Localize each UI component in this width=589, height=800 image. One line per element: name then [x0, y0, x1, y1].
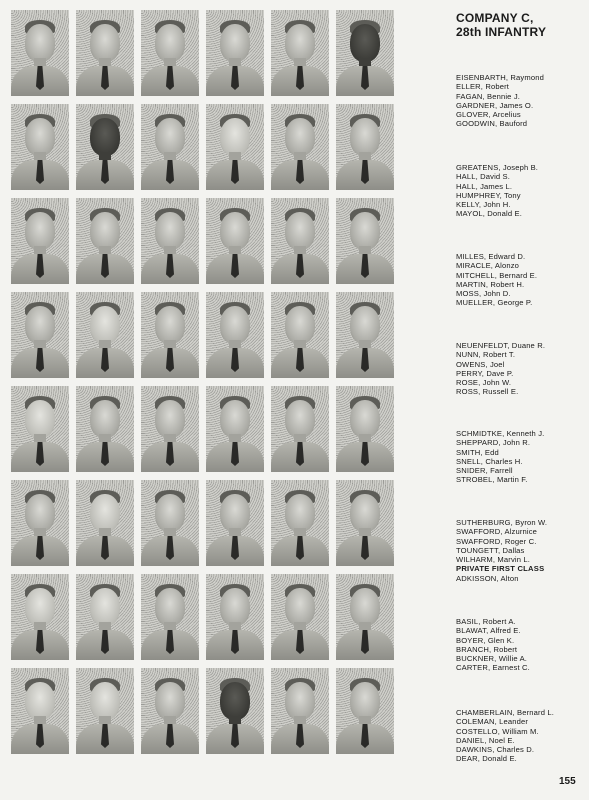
- soldier-portrait: [11, 292, 69, 378]
- portrait-head: [25, 400, 55, 438]
- name-entry: SWAFFORD, Roger C.: [456, 536, 537, 546]
- name-entry: HALL, James L.: [456, 181, 513, 191]
- portrait-head: [350, 400, 380, 438]
- name-entry: SMITH, Edd: [456, 447, 499, 457]
- name-entry: MITCHELL, Bernard E.: [456, 270, 538, 280]
- soldier-portrait: [76, 386, 134, 472]
- soldier-portrait: [141, 10, 199, 96]
- soldier-portrait: [336, 386, 394, 472]
- name-entry: SNELL, Charles H.: [456, 456, 523, 466]
- name-entry: CHAMBERLAIN, Bernard L.: [456, 708, 554, 717]
- portrait-head: [155, 24, 185, 62]
- soldier-portrait: [206, 292, 264, 378]
- portrait-head: [220, 118, 250, 156]
- name-entry: GOODWIN, Bauford: [456, 119, 528, 129]
- name-entry: OWENS, Joel: [456, 359, 505, 369]
- name-group-8: [456, 708, 588, 764]
- name-entry: SUTHERBURG, Byron W.: [456, 518, 548, 527]
- portrait-head: [90, 24, 120, 62]
- name-entry: COLEMAN, Leander: [456, 717, 529, 727]
- name-entry: WILHARM, Marvin L.: [456, 555, 531, 565]
- name-entry: DEAR, Donald E.: [456, 754, 517, 764]
- soldier-portrait: [76, 292, 134, 378]
- portrait-head: [25, 24, 55, 62]
- portrait-head: [350, 24, 380, 62]
- soldier-portrait: [271, 668, 329, 754]
- company-heading-line2: 28th INFANTRY: [456, 25, 547, 39]
- soldier-portrait: [141, 104, 199, 190]
- soldier-portrait: [76, 10, 134, 96]
- name-entry: ROSE, John W.: [456, 378, 512, 388]
- portrait-head: [350, 212, 380, 250]
- portrait-head: [155, 494, 185, 532]
- portrait-head: [220, 682, 250, 720]
- portrait-head: [90, 588, 120, 626]
- soldier-portrait: [271, 198, 329, 284]
- name-entry: MILLES, Edward D.: [456, 252, 526, 261]
- name-entry: SCHMIDTKE, Kenneth J.: [456, 429, 545, 438]
- name-entry: ADKISSON, Alton: [456, 573, 519, 583]
- company-heading-line1: COMPANY C,: [456, 11, 534, 25]
- name-entry: STROBEL, Martin F.: [456, 475, 528, 485]
- name-entry: SNIDER, Farrell: [456, 466, 513, 476]
- portrait-head: [25, 118, 55, 156]
- soldier-portrait: [336, 10, 394, 96]
- portrait-head: [25, 306, 55, 344]
- portrait-head: [90, 306, 120, 344]
- portrait-head: [285, 118, 315, 156]
- name-entry: ELLER, Robert: [456, 82, 510, 92]
- name-entry: BLAWAT, Alfred E.: [456, 626, 521, 636]
- portrait-head: [285, 212, 315, 250]
- name-entry: BASIL, Robert A.: [456, 617, 516, 626]
- name-entry: GARDNER, James O.: [456, 100, 534, 110]
- soldier-portrait: [141, 574, 199, 660]
- soldier-portrait: [76, 668, 134, 754]
- soldier-portrait: [76, 480, 134, 566]
- soldier-portrait: [336, 292, 394, 378]
- name-entry: BOYER, Glen K.: [456, 635, 515, 645]
- soldier-portrait: [76, 104, 134, 190]
- portrait-head: [350, 588, 380, 626]
- soldier-portrait: [206, 386, 264, 472]
- portrait-head: [285, 306, 315, 344]
- soldier-portrait: [336, 480, 394, 566]
- portrait-head: [25, 588, 55, 626]
- name-entry: DANIEL, Noel E.: [456, 735, 515, 745]
- portrait-head: [90, 682, 120, 720]
- name-entry: SWAFFORD, Alzurnice: [456, 527, 538, 537]
- portrait-head: [220, 306, 250, 344]
- soldier-portrait: [141, 292, 199, 378]
- portrait-head: [155, 682, 185, 720]
- name-entry: FAGAN, Bennie J.: [456, 91, 521, 101]
- name-entry: NEUENFELDT, Duane R.: [456, 341, 546, 350]
- soldier-portrait: [271, 292, 329, 378]
- portrait-head: [285, 24, 315, 62]
- portrait-grid: [11, 10, 393, 756]
- soldier-portrait: [336, 104, 394, 190]
- portrait-head: [90, 118, 120, 156]
- portrait-head: [220, 588, 250, 626]
- soldier-portrait: [271, 104, 329, 190]
- soldier-portrait: [206, 668, 264, 754]
- soldier-portrait: [271, 386, 329, 472]
- portrait-head: [285, 682, 315, 720]
- name-group-5: [456, 429, 588, 485]
- portrait-head: [90, 494, 120, 532]
- name-entry: EISENBARTH, Raymond: [456, 73, 544, 82]
- soldier-portrait: [206, 574, 264, 660]
- name-group-7: [456, 617, 588, 673]
- soldier-portrait: [141, 480, 199, 566]
- name-entry: DAWKINS, Charles D.: [456, 745, 535, 755]
- name-entry: BUCKNER, Willie A.: [456, 654, 528, 664]
- name-entry: MARTIN, Robert H.: [456, 279, 525, 289]
- portrait-head: [155, 306, 185, 344]
- name-entry: BRANCH, Robert: [456, 644, 518, 654]
- name-entry: MAYOL, Donald E.: [456, 209, 522, 219]
- soldier-portrait: [11, 198, 69, 284]
- soldier-portrait: [206, 104, 264, 190]
- rank-heading: PRIVATE FIRST CLASS: [456, 564, 545, 574]
- name-group-3: [456, 252, 588, 308]
- portrait-head: [220, 212, 250, 250]
- soldier-portrait: [76, 198, 134, 284]
- soldier-portrait: [76, 574, 134, 660]
- portrait-head: [155, 212, 185, 250]
- portrait-head: [220, 494, 250, 532]
- name-entry: PERRY, Dave P.: [456, 368, 514, 378]
- soldier-portrait: [271, 480, 329, 566]
- portrait-head: [155, 118, 185, 156]
- name-entry: COSTELLO, William M.: [456, 726, 539, 736]
- soldier-portrait: [271, 10, 329, 96]
- name-entry: TOUNGETT, Dallas: [456, 545, 525, 555]
- soldier-portrait: [336, 198, 394, 284]
- name-entry: GREATENS, Joseph B.: [456, 163, 539, 172]
- soldier-portrait: [141, 198, 199, 284]
- name-entry: KELLY, John H.: [456, 200, 511, 210]
- name-entry: HUMPHREY, Tony: [456, 190, 521, 200]
- company-heading: [456, 11, 576, 39]
- soldier-portrait: [11, 386, 69, 472]
- name-entry: MIRACLE, Alonzo: [456, 261, 520, 271]
- portrait-head: [25, 682, 55, 720]
- portrait-head: [350, 118, 380, 156]
- portrait-head: [285, 400, 315, 438]
- soldier-portrait: [11, 480, 69, 566]
- portrait-head: [285, 588, 315, 626]
- name-entry: SHEPPARD, John R.: [456, 438, 531, 448]
- soldier-portrait: [11, 574, 69, 660]
- soldier-portrait: [336, 574, 394, 660]
- portrait-head: [90, 400, 120, 438]
- portrait-head: [220, 24, 250, 62]
- portrait-head: [155, 400, 185, 438]
- soldier-portrait: [336, 668, 394, 754]
- name-entry: GLOVER, Arcelius: [456, 110, 521, 120]
- name-entry: MUELLER, George P.: [456, 298, 533, 308]
- name-group-4: [456, 341, 588, 397]
- portrait-head: [25, 494, 55, 532]
- name-entry: CARTER, Earnest C.: [456, 663, 530, 673]
- portrait-head: [155, 588, 185, 626]
- soldier-portrait: [271, 574, 329, 660]
- soldier-portrait: [206, 480, 264, 566]
- name-group-6: [456, 518, 588, 583]
- name-group-2: [456, 163, 588, 219]
- portrait-head: [90, 212, 120, 250]
- soldier-portrait: [206, 10, 264, 96]
- name-group-1: [456, 73, 588, 129]
- portrait-head: [350, 682, 380, 720]
- portrait-head: [285, 494, 315, 532]
- name-entry: MOSS, John D.: [456, 289, 511, 299]
- name-entry: NUNN, Robert T.: [456, 350, 516, 360]
- soldier-portrait: [206, 198, 264, 284]
- soldier-portrait: [141, 668, 199, 754]
- name-entry: ROSS, Russell E.: [456, 387, 519, 397]
- soldier-portrait: [11, 10, 69, 96]
- name-entry: HALL, David S.: [456, 172, 511, 182]
- soldier-portrait: [11, 668, 69, 754]
- portrait-head: [220, 400, 250, 438]
- soldier-portrait: [11, 104, 69, 190]
- portrait-head: [25, 212, 55, 250]
- soldier-portrait: [141, 386, 199, 472]
- portrait-head: [350, 494, 380, 532]
- portrait-head: [350, 306, 380, 344]
- page-number: 155: [559, 776, 576, 787]
